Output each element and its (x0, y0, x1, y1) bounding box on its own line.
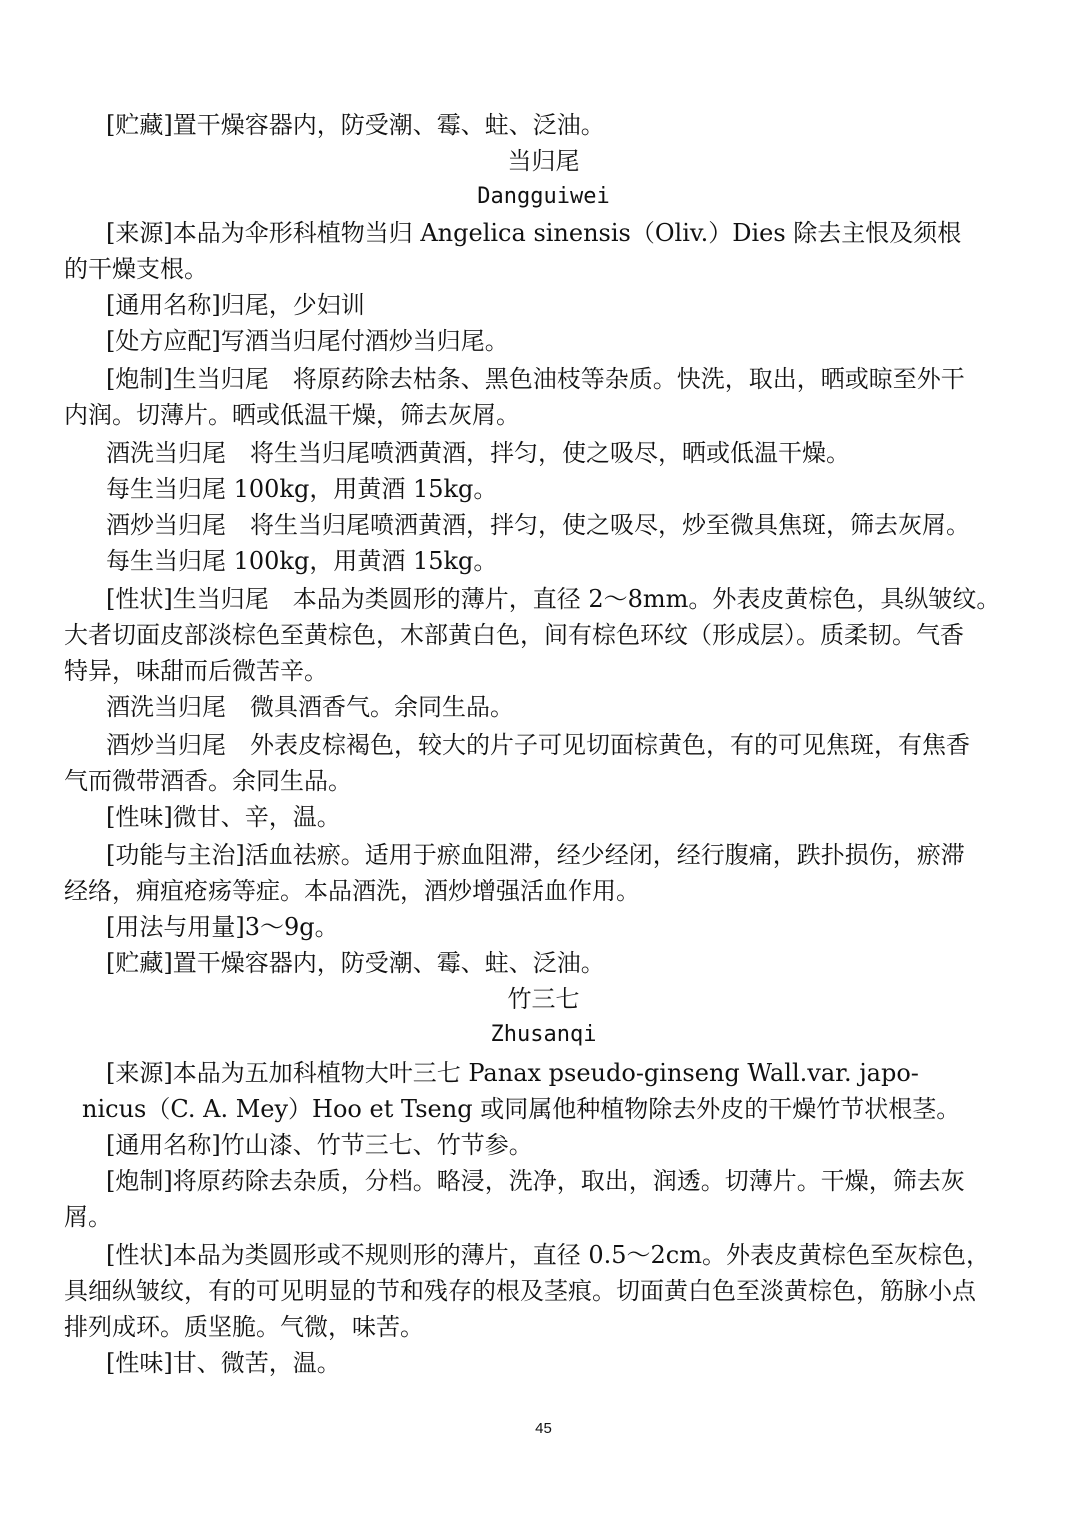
text-line: 酒洗当归尾 将生当归尾喷洒黄酒，拌匀，使之吸尽，晒或低温干燥。 (106, 439, 850, 467)
text-line: 内润。切薄片。晒或低温干燥，筛去灰屑。 (64, 401, 520, 429)
text-line: 酒炒当归尾 将生当归尾喷洒黄酒，拌匀，使之吸尽，炒至微具焦斑，筛去灰屑。 (106, 511, 970, 539)
text-line: 酒炒当归尾 外表皮棕褐色，较大的片子可见切面棕黄色，有的可见焦斑，有焦香 (106, 731, 970, 759)
text-line: [贮藏]置干燥容器内，防受潮、霉、蛀、泛油。 (106, 949, 605, 977)
text-line: [功能与主治]活血祛瘀。适用于瘀血阻滞，经少经闭，经行腹痛，跌扑损伤，瘀滞 (106, 841, 965, 869)
page-number: 45 (535, 1420, 552, 1437)
text-line: [通用名称]归尾，少妇训 (106, 291, 365, 319)
text-line: [炮制]将原药除去杂质，分档。略浸，洗净，取出，润透。切薄片。干燥，筛去灰 (106, 1167, 965, 1195)
text-line: [贮藏]置干燥容器内，防受潮、霉、蛀、泛油。 (106, 111, 605, 139)
text-line: 大者切面皮部淡棕色至黄棕色，木部黄白色，间有棕色环纹（形成层）。质柔韧。气香 (64, 621, 964, 649)
text-line: nicus（C. A. Mey）Hoo et Tseng 或同属他种植物除去外皮的干燥竹节状根茎。 (82, 1095, 961, 1123)
text-line: 具细纵皱纹，有的可见明显的节和残存的根及茎痕。切面黄白色至淡黄棕色，筋脉小点 (64, 1277, 976, 1305)
text-line: 经络，痈疽疮疡等症。本品酒洗，酒炒增强活血作用。 (64, 877, 640, 905)
text-line: [用法与用量]3～9g。 (106, 913, 339, 941)
text-line: [处方应配]写酒当归尾付酒炒当归尾。 (106, 327, 509, 355)
entry-pinyin: Zhusanqi (490, 1022, 597, 1047)
text-line: 每生当归尾 100kg，用黄酒 15kg。 (106, 475, 498, 503)
entry-title: 竹三七 (507, 985, 580, 1013)
text-line: 气而微带酒香。余同生品。 (64, 767, 352, 795)
text-line: [性味]微甘、辛，温。 (106, 803, 341, 831)
text-line: 酒洗当归尾 微具酒香气。余同生品。 (106, 693, 514, 721)
text-line: 排列成环。质坚脆。气微，味苦。 (64, 1313, 424, 1341)
text-line: [来源]本品为伞形科植物当归 Angelica sinensis（Oliv.）Dies 除去主恨及须根 (106, 219, 962, 247)
text-line: [来源]本品为五加科植物大叶三七 Panax pseudo-ginseng Wall.var. japo- (106, 1059, 919, 1087)
text-line: [性状]本品为类圆形或不规则形的薄片，直径 0.5～2cm。外表皮黄棕色至灰棕色， (106, 1241, 990, 1269)
text-line: [性状]生当归尾 本品为类圆形的薄片，直径 2～8mm。外表皮黄棕色，具纵皱纹。 (106, 585, 1001, 613)
text-line: 的干燥支根。 (64, 255, 208, 283)
text-line: [炮制]生当归尾 将原药除去枯条、黑色油枝等杂质。快洗，取出，晒或晾至外干 (106, 365, 965, 393)
entry-title: 当归尾 (507, 147, 580, 175)
text-line: 屑。 (64, 1203, 112, 1231)
text-line: [通用名称]竹山漆、竹节三七、竹节参。 (106, 1131, 533, 1159)
text-line: 每生当归尾 100kg，用黄酒 15kg。 (106, 547, 498, 575)
text-line: [性味]甘、微苦，温。 (106, 1349, 341, 1377)
entry-pinyin: Dangguiwei (477, 184, 610, 209)
text-line: 特异，味甜而后微苦辛。 (64, 657, 328, 685)
